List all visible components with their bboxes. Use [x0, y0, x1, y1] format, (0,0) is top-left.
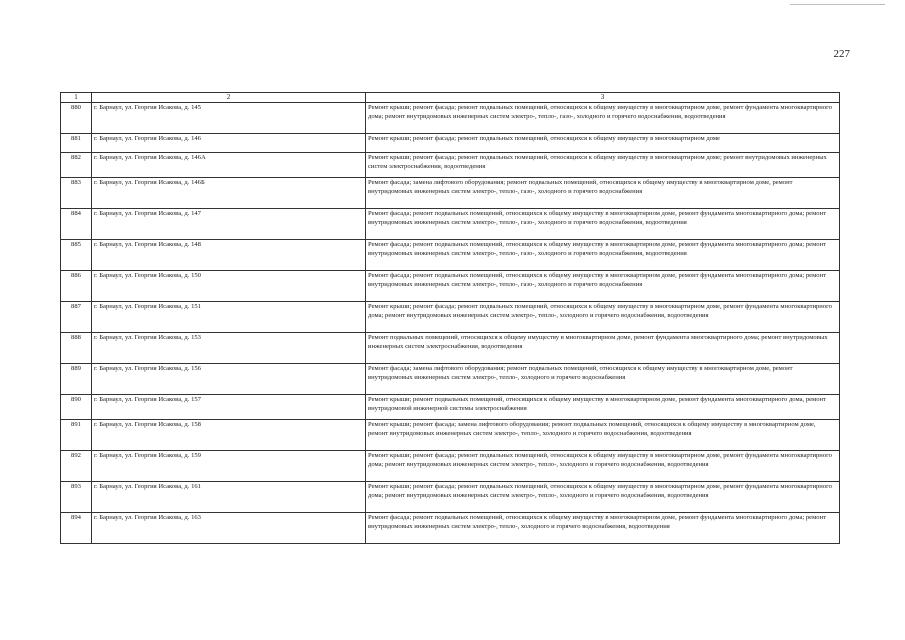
row-address: г. Барнаул, ул. Георгия Исакова, д. 153	[92, 333, 366, 364]
row-works: Ремонт крыши; ремонт подвальных помещений, относящихся к общему имуществу в многоквартирном доме, ремонт фундамента многоквартирного дома, ремонт внутридомовой инженерной системы электроснабжения	[366, 395, 840, 420]
table-row	[61, 103, 840, 134]
table-row	[61, 420, 840, 451]
table-row	[61, 513, 840, 544]
row-address: г. Барнаул, ул. Георгия Исакова, д. 151	[92, 302, 366, 333]
row-works: Ремонт крыши; ремонт фасада; ремонт подвальных помещений, относящихся к общему имуществу в многоквартирном доме, ремонт фундамента многоквартирного дома; ремонт внутридомовых инженерных систем электро-, тепло-, газо-, холодного и горячего водоснабжения, водоотведения	[366, 103, 840, 134]
row-address: г. Барнаул, ул. Георгия Исакова, д. 146Б	[92, 178, 366, 209]
row-address: г. Барнаул, ул. Георгия Исакова, д. 147	[92, 209, 366, 240]
column-header-works: 3	[366, 93, 840, 103]
row-works: Ремонт фасада; ремонт подвальных помещений, относящихся к общему имуществу в многоквартирном доме, ремонт фундамента многоквартирного дома; ремонт внутридомовых инженерных систем электро-, тепло-, газо-, холодного и горячего водоснабжения	[366, 271, 840, 302]
row-works: Ремонт крыши; ремонт фасада; замена лифтового оборудования; ремонт подвальных помещений, относящихся к общему имуществу в многоквартирном доме, ремонт внутридомовых инженерных систем электро-, тепло-, холодного и горячего водоснабжения, водоотведения	[366, 420, 840, 451]
row-works: Ремонт фасада; ремонт подвальных помещений, относящихся к общему имуществу в многоквартирном доме, ремонт фундамента многоквартирного дома; ремонт внутридомовых инженерных систем электро-, тепло-, газо-, холодного и горячего водоснабжения, водоотведения	[366, 240, 840, 271]
row-works: Ремонт крыши; ремонт фасада; ремонт подвальных помещений, относящихся к общему имуществу в многоквартирном доме	[366, 134, 840, 153]
page-number: 227	[833, 48, 850, 60]
table-row	[61, 240, 840, 271]
row-works: Ремонт крыши; ремонт фасада; ремонт подвальных помещений, относящихся к общему имуществу в многоквартирном доме; ремонт внутридомовых инженерных систем электроснабжения, водоотведения	[366, 153, 840, 178]
table-row	[61, 451, 840, 482]
row-address: г. Барнаул, ул. Георгия Исакова, д. 146	[92, 134, 366, 153]
row-works: Ремонт крыши; ремонт фасада; ремонт подвальных помещений, относящихся к общему имуществу в многоквартирном доме, ремонт фундамента многоквартирного дома; ремонт внутридомовых инженерных систем электро-, тепло-, холодного и горячего водоснабжения, водоотведения	[366, 482, 840, 513]
table-row	[61, 302, 840, 333]
table-row	[61, 153, 840, 178]
row-number: 888	[61, 333, 92, 364]
table-row	[61, 333, 840, 364]
table-row	[61, 271, 840, 302]
row-number: 890	[61, 395, 92, 420]
table-row	[61, 364, 840, 395]
table-row	[61, 482, 840, 513]
row-number: 881	[61, 134, 92, 153]
row-number: 885	[61, 240, 92, 271]
row-works: Ремонт фасада; замена лифтового оборудования; ремонт подвальных помещений, относящихся к общему имуществу в многоквартирном доме, ремонт внутридомовых инженерных систем электро-, тепло-, холодного и горячего водоснабжения	[366, 364, 840, 395]
table-row	[61, 395, 840, 420]
row-number: 891	[61, 420, 92, 451]
row-number: 883	[61, 178, 92, 209]
row-address: г. Барнаул, ул. Георгия Исакова, д. 158	[92, 420, 366, 451]
row-number: 889	[61, 364, 92, 395]
table-row	[61, 209, 840, 240]
table-row	[61, 134, 840, 153]
row-number: 887	[61, 302, 92, 333]
row-address: г. Барнаул, ул. Георгия Исакова, д. 148	[92, 240, 366, 271]
row-number: 893	[61, 482, 92, 513]
repair-registry-table	[60, 92, 840, 544]
row-works: Ремонт фасада; ремонт подвальных помещений, относящихся к общему имуществу в многоквартирном доме, ремонт фундамента многоквартирного дома; ремонт внутридомовых инженерных систем электро-, тепло-, газо-, холодного и горячего водоснабжения, водоотведения	[366, 209, 840, 240]
row-number: 880	[61, 103, 92, 134]
row-address: г. Барнаул, ул. Георгия Исакова, д. 157	[92, 395, 366, 420]
row-works: Ремонт крыши; ремонт фасада; ремонт подвальных помещений, относящихся к общему имуществу в многоквартирном доме, ремонт фундамента многоквартирного дома; ремонт внутридомовых инженерных систем электро-, тепло-, холодного и горячего водоснабжения, водоотведения	[366, 302, 840, 333]
row-works: Ремонт подвальных помещений, относящихся к общему имуществу в многоквартирном доме, ремонт фундамента многоквартирного дома; ремонт внутридомовых инженерных систем электроснабжения, водоотведения	[366, 333, 840, 364]
row-address: г. Барнаул, ул. Георгия Исакова, д. 146А	[92, 153, 366, 178]
row-number: 892	[61, 451, 92, 482]
column-header-address: 2	[92, 93, 366, 103]
row-address: г. Барнаул, ул. Георгия Исакова, д. 150	[92, 271, 366, 302]
row-address: г. Барнаул, ул. Георгия Исакова, д. 145	[92, 103, 366, 134]
row-number: 886	[61, 271, 92, 302]
row-works: Ремонт фасада; ремонт подвальных помещений, относящихся к общему имуществу в многоквартирном доме, ремонт фундамента многоквартирного дома; ремонт внутридомовых инженерных систем электро-, тепло-, холодного и горячего водоснабжения, водоотведения	[366, 513, 840, 544]
row-number: 884	[61, 209, 92, 240]
row-works: Ремонт крыши; ремонт фасада; ремонт подвальных помещений, относящихся к общему имуществу в многоквартирном доме, ремонт фундамента многоквартирного дома; ремонт внутридомовых инженерных систем электро-, тепло-, холодного и горячего водоснабжения, водоотведения	[366, 451, 840, 482]
header-rule	[790, 4, 885, 5]
row-address: г. Барнаул, ул. Георгия Исакова, д. 159	[92, 451, 366, 482]
row-address: г. Барнаул, ул. Георгия Исакова, д. 161	[92, 482, 366, 513]
row-address: г. Барнаул, ул. Георгия Исакова, д. 156	[92, 364, 366, 395]
row-number: 882	[61, 153, 92, 178]
row-number: 894	[61, 513, 92, 544]
row-address: г. Барнаул, ул. Георгия Исакова, д. 163	[92, 513, 366, 544]
row-works: Ремонт фасада; замена лифтового оборудования; ремонт подвальных помещений, относящихся к общему имуществу в многоквартирном доме, ремонт внутридомовых инженерных систем электро-, тепло-, газо-, холодного и горячего водоснабжения	[366, 178, 840, 209]
table-row	[61, 178, 840, 209]
table-header-row	[61, 93, 840, 103]
column-header-number: 1	[61, 93, 92, 103]
